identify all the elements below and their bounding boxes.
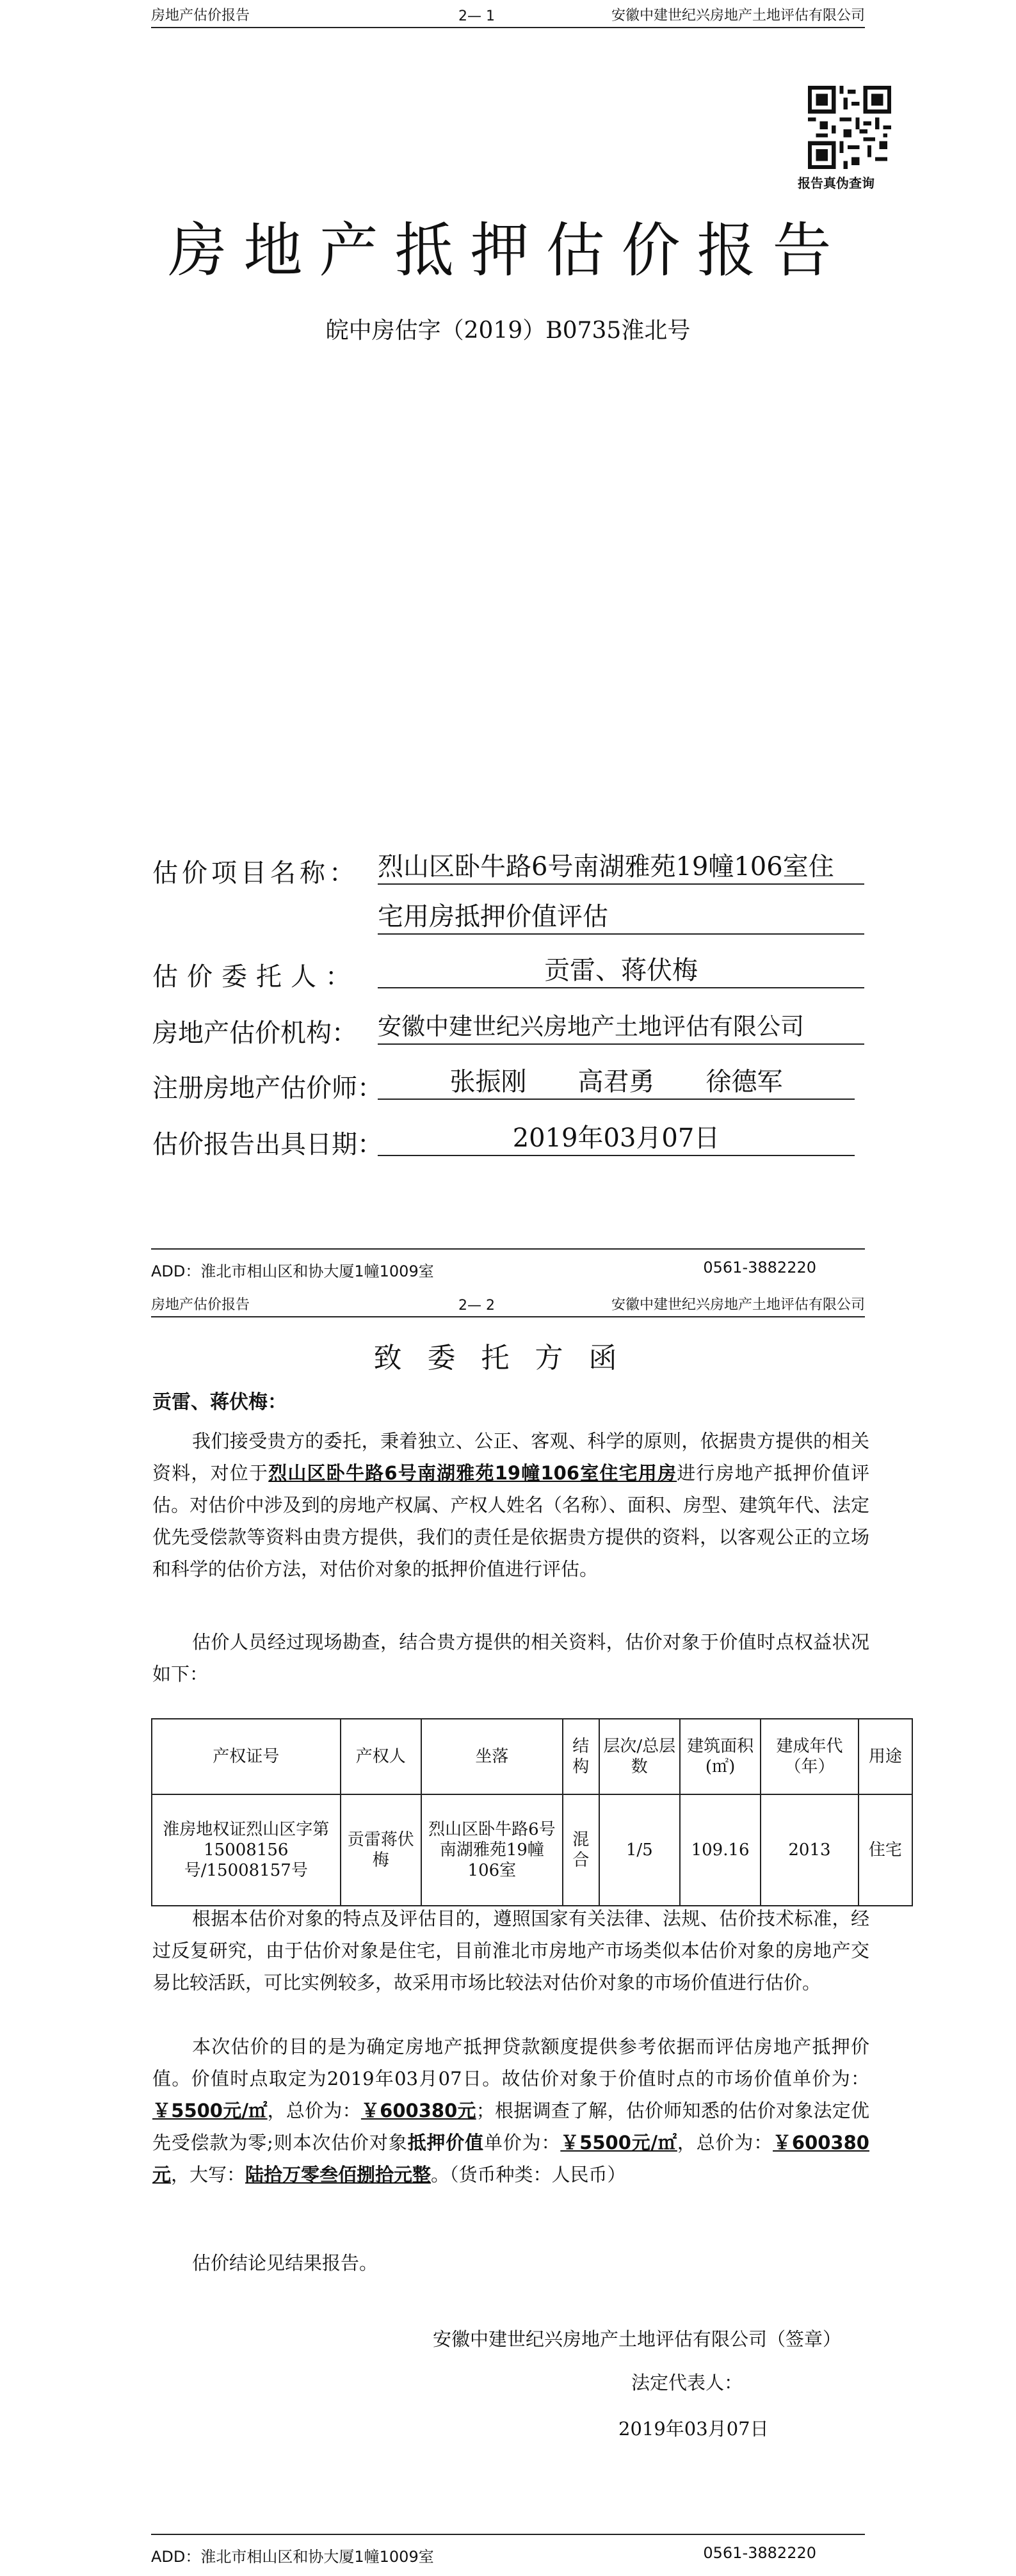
table-header: 建筑面积(㎡)	[680, 1719, 761, 1794]
field-value: 贡雷、蒋伏梅	[378, 954, 864, 988]
property-address: 烈山区卧牛路6号南湖雅苑19幢106室住宅用房	[268, 1462, 677, 1484]
paragraph-engagement	[152, 1425, 869, 1585]
paragraph-conclusion	[152, 2031, 869, 2191]
amount-in-words: 陆拾万零叁佰捌拾元整	[245, 2164, 431, 2186]
page1-header	[151, 4, 865, 28]
header-doc-type: 房地产估价报告	[151, 8, 250, 24]
text: 我们接受贵方的委托，秉着独立、公正、客观、科学的原则，依据贵方提供的相关资料，对位于	[152, 1430, 869, 1484]
qr-caption: 报告真伪查询	[798, 175, 875, 191]
paragraph-see-results: 估价结论见结果报告。	[192, 2252, 378, 2274]
field-label: 估价项目名称：	[152, 858, 359, 888]
field-label: 估价报告出具日期：	[152, 1130, 383, 1159]
mortgage-unit-price: ￥5500元/㎡	[560, 2132, 677, 2153]
mortgage-total-price: ￥600380元	[152, 2132, 869, 2186]
footer-divider	[151, 2534, 865, 2535]
table-header: 建成年代（年）	[761, 1719, 859, 1794]
field-value: 安徽中建世纪兴房地产土地评估有限公司	[378, 1010, 864, 1045]
signature-company: 安徽中建世纪兴房地产土地评估有限公司（签章）	[433, 2328, 842, 2350]
table-header-row	[152, 1719, 912, 1794]
field-label: 房地产估价机构：	[152, 1018, 357, 1048]
report-number: 皖中房估字（2019）B0735淮北号	[325, 318, 691, 344]
footer-address: ADD：淮北市相山区和协大厦1幢1009室	[151, 1262, 434, 1280]
signature-date: 2019年03月07日	[618, 2418, 769, 2440]
footer-divider	[151, 1248, 865, 1250]
table-cell: 1/5	[599, 1794, 680, 1906]
field-value: 张振刚 高君勇 徐德军	[378, 1065, 855, 1100]
property-rights-table	[151, 1718, 913, 1906]
table-row	[152, 1794, 912, 1906]
table-cell: 混合	[563, 1794, 599, 1906]
market-unit-price: ￥5500元/㎡	[152, 2100, 268, 2121]
signature-legal-rep: 法定代表人：	[631, 2372, 743, 2394]
field-value: 烈山区卧牛路6号南湖雅苑19幢106室住	[378, 850, 864, 885]
table-header: 坐落	[421, 1719, 563, 1794]
text: ；根据调查了解，估价师知悉的估价对象法定优先受偿款为零;则本次估价对象	[152, 2100, 869, 2153]
text: 单价为：	[483, 2132, 561, 2153]
table-cell: 109.16	[680, 1794, 761, 1906]
field-label: 注册房地产估价师：	[152, 1074, 383, 1103]
header-page-number: 2— 2	[458, 1298, 495, 1314]
footer-phone: 0561-3882220	[703, 1259, 816, 1276]
text: ，总价为：	[267, 2100, 361, 2121]
text: ，大写：	[171, 2164, 246, 2186]
header-page-number: 2— 1	[458, 8, 495, 24]
header-company: 安徽中建世纪兴房地产土地评估有限公司	[611, 8, 865, 24]
table-header: 产权人	[341, 1719, 421, 1794]
paragraph-method: 根据本估价对象的特点及评估目的，遵照国家有关法律、法规、估价技术标准，经过反复研究，由于估价对象是住宅，目前淮北市房地产市场类似本估价对象的房地产交易比较活跃，可比实例较多，故采用市场比较法对估价对象的市场价值进行估价。	[152, 1908, 869, 1993]
field-value-continued: 宅用房抵押价值评估	[378, 900, 864, 935]
mortgage-value-label: 抵押价值	[407, 2132, 484, 2153]
table-header: 产权证号	[152, 1719, 341, 1794]
text: ，总价为：	[677, 2132, 773, 2153]
footer-phone: 0561-3882220	[703, 2544, 816, 2562]
report-title: 房地产抵押估价报告	[168, 216, 848, 285]
field-label: 估价委托人：	[152, 962, 360, 992]
paragraph-inspection: 估价人员经过现场勘查，结合贵方提供的相关资料，估价对象于价值时点权益状况如下：	[152, 1631, 869, 1685]
page2-header	[151, 1293, 865, 1317]
table-header: 结构	[563, 1719, 599, 1794]
header-company: 安徽中建世纪兴房地产土地评估有限公司	[611, 1297, 865, 1313]
text: 本次估价的目的是为确定房地产抵押贷款额度提供参考依据而评估房地产抵押价值。价值时点取定为2019年03月07日。故估价对象于价值时点的市场价值单价为：	[152, 2036, 869, 2089]
text: 进行房地产抵押价值评估。对估价中涉及到的房地产权属、产权人姓名（名称）、面积、房型、建筑年代、法定优先受偿款等资料由贵方提供，我们的责任是依据贵方提供的资料，以客观公正的立场和科学的估价方法，对估价对象的抵押价值进行评估。	[152, 1462, 869, 1580]
table-header: 层次/总层数	[599, 1719, 680, 1794]
qr-code-icon[interactable]	[808, 86, 891, 169]
salutation: 贡雷、蒋伏梅：	[152, 1391, 287, 1413]
letter-title: 致委托方函	[373, 1342, 643, 1374]
header-doc-type: 房地产估价报告	[151, 1297, 250, 1313]
table-header: 用途	[859, 1719, 912, 1794]
table-cell: 淮房地权证烈山区字第15008156号/15008157号	[152, 1794, 341, 1906]
table-cell: 贡雷蒋伏梅	[341, 1794, 421, 1906]
table-cell: 住宅	[859, 1794, 912, 1906]
table-cell: 2013	[761, 1794, 859, 1906]
text: 。（货币种类：人民币）	[431, 2164, 626, 2186]
table-cell: 烈山区卧牛路6号南湖雅苑19幢106室	[421, 1794, 563, 1906]
footer-address: ADD：淮北市相山区和协大厦1幢1009室	[151, 2548, 434, 2566]
field-value: 2019年03月07日	[378, 1122, 855, 1156]
market-total-price: ￥600380元	[360, 2100, 476, 2121]
